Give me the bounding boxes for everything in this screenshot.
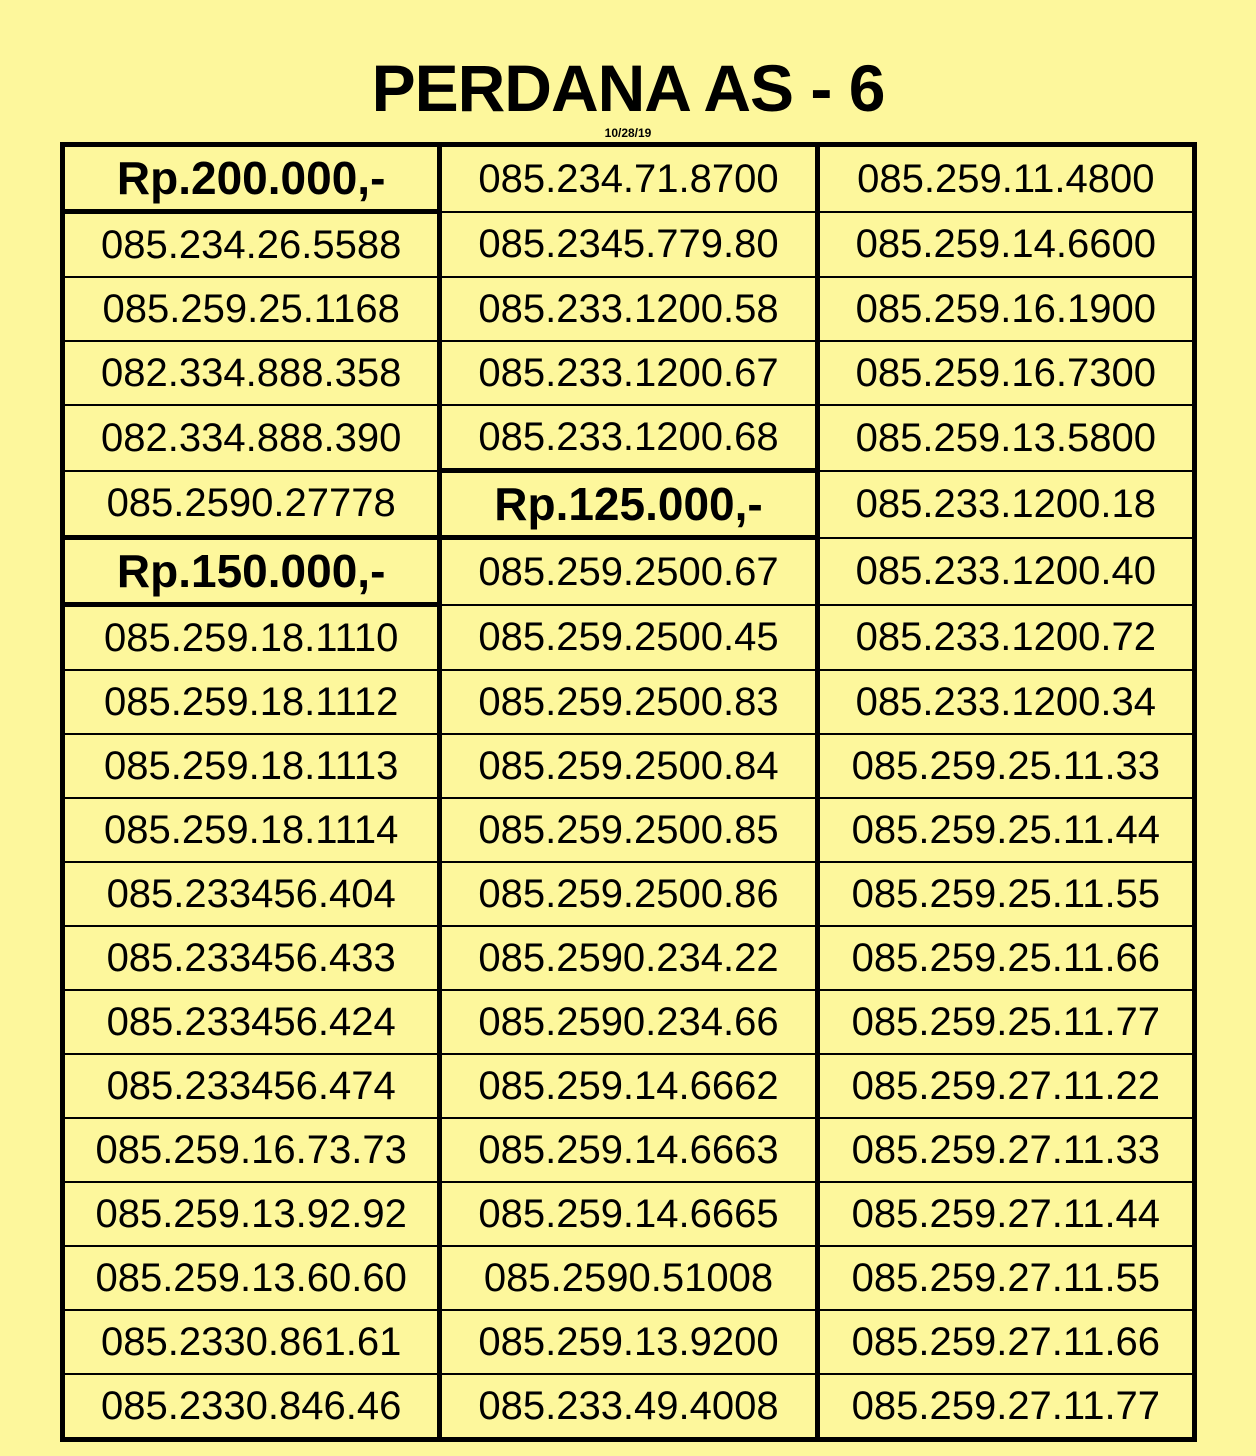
phone-number-cell-middle: 085.234.71.8700 [440, 145, 817, 212]
phone-number-cell-right: 085.259.11.4800 [817, 145, 1194, 212]
phone-number-cell-left: 082.334.888.358 [63, 341, 440, 405]
phone-number-cell-middle: 085.2590.51008 [440, 1246, 817, 1310]
date-label: 10/28/19 [604, 126, 652, 140]
phone-number-cell-right: 085.259.27.11.22 [817, 1054, 1194, 1118]
phone-number-cell-right: 085.233.1200.40 [817, 538, 1194, 605]
phone-number-cell-right: 085.259.16.7300 [817, 341, 1194, 405]
price-heading-left: Rp.200.000,- [63, 145, 440, 212]
table-row [63, 605, 1195, 671]
number-price-table [60, 142, 1197, 1442]
phone-number-cell-middle: 085.259.14.6665 [440, 1182, 817, 1246]
table-row [63, 1246, 1195, 1310]
phone-number-cell-left: 085.2330.861.61 [63, 1310, 440, 1374]
phone-number-cell-left: 085.259.18.1110 [63, 605, 440, 671]
page-title: PERDANA AS - 6 [371, 51, 885, 125]
table-row [63, 862, 1195, 926]
phone-number-cell-middle: 085.233.49.4008 [440, 1374, 817, 1440]
phone-number-cell-left: 085.2590.27778 [63, 471, 440, 538]
price-heading-left: Rp.150.000,- [63, 538, 440, 605]
phone-number-cell-right: 085.259.25.11.55 [817, 862, 1194, 926]
phone-number-cell-right: 085.259.16.1900 [817, 277, 1194, 341]
table-body [63, 145, 1195, 1440]
phone-number-cell-middle: 085.233.1200.58 [440, 277, 817, 341]
phone-number-cell-left: 085.259.13.92.92 [63, 1182, 440, 1246]
price-heading-middle: Rp.125.000,- [440, 471, 817, 538]
phone-number-cell-left: 085.233456.474 [63, 1054, 440, 1118]
phone-number-cell-middle: 085.259.2500.45 [440, 605, 817, 671]
phone-number-cell-left: 085.234.26.5588 [63, 212, 440, 278]
table-row [63, 798, 1195, 862]
table-row [63, 1182, 1195, 1246]
phone-number-cell-left: 085.259.18.1114 [63, 798, 440, 862]
phone-number-cell-left: 085.2330.846.46 [63, 1374, 440, 1440]
table-row [63, 990, 1195, 1054]
phone-number-cell-right: 085.259.25.11.77 [817, 990, 1194, 1054]
phone-number-cell-right: 085.259.25.11.44 [817, 798, 1194, 862]
phone-number-cell-middle: 085.259.2500.84 [440, 734, 817, 798]
phone-number-cell-middle: 085.233.1200.67 [440, 341, 817, 405]
phone-number-cell-left: 085.233456.404 [63, 862, 440, 926]
table-row [63, 1054, 1195, 1118]
table-row [63, 471, 1195, 538]
phone-number-cell-left: 085.259.18.1112 [63, 670, 440, 734]
phone-number-cell-left: 085.233456.424 [63, 990, 440, 1054]
phone-number-cell-left: 085.259.13.60.60 [63, 1246, 440, 1310]
phone-number-cell-middle: 085.259.2500.86 [440, 862, 817, 926]
table-row [63, 1310, 1195, 1374]
phone-number-cell-right: 085.259.27.11.77 [817, 1374, 1194, 1440]
table-row [63, 1118, 1195, 1182]
table-row [63, 405, 1195, 471]
phone-number-cell-middle: 085.259.2500.67 [440, 538, 817, 605]
phone-number-cell-middle: 085.259.2500.83 [440, 670, 817, 734]
table-row [63, 926, 1195, 990]
phone-number-cell-middle: 085.233.1200.68 [440, 405, 817, 471]
phone-number-cell-left: 082.334.888.390 [63, 405, 440, 471]
table-row [63, 1374, 1195, 1440]
table-row [63, 670, 1195, 734]
phone-number-cell-left: 085.259.18.1113 [63, 734, 440, 798]
phone-number-cell-middle: 085.2590.234.66 [440, 990, 817, 1054]
phone-number-cell-right: 085.259.25.11.33 [817, 734, 1194, 798]
phone-number-cell-right: 085.259.27.11.44 [817, 1182, 1194, 1246]
phone-number-cell-left: 085.259.25.1168 [63, 277, 440, 341]
phone-number-cell-right: 085.233.1200.34 [817, 670, 1194, 734]
table-row [63, 212, 1195, 278]
phone-number-cell-middle: 085.259.14.6663 [440, 1118, 817, 1182]
phone-number-cell-middle: 085.2345.779.80 [440, 212, 817, 278]
phone-number-cell-left: 085.233456.433 [63, 926, 440, 990]
phone-number-cell-right: 085.259.13.5800 [817, 405, 1194, 471]
phone-number-cell-middle: 085.259.14.6662 [440, 1054, 817, 1118]
phone-number-cell-right: 085.259.27.11.66 [817, 1310, 1194, 1374]
phone-number-cell-right: 085.233.1200.72 [817, 605, 1194, 671]
phone-number-cell-right: 085.259.14.6600 [817, 212, 1194, 278]
phone-number-cell-middle: 085.259.2500.85 [440, 798, 817, 862]
table-row [63, 341, 1195, 405]
phone-number-cell-right: 085.259.25.11.66 [817, 926, 1194, 990]
phone-number-cell-left: 085.259.16.73.73 [63, 1118, 440, 1182]
table-row [63, 277, 1195, 341]
table-row [63, 145, 1195, 212]
table-row [63, 538, 1195, 605]
table-row [63, 734, 1195, 798]
phone-number-cell-middle: 085.2590.234.22 [440, 926, 817, 990]
phone-number-cell-right: 085.259.27.11.55 [817, 1246, 1194, 1310]
phone-number-cell-right: 085.233.1200.18 [817, 471, 1194, 538]
phone-number-cell-right: 085.259.27.11.33 [817, 1118, 1194, 1182]
phone-number-cell-middle: 085.259.13.9200 [440, 1310, 817, 1374]
